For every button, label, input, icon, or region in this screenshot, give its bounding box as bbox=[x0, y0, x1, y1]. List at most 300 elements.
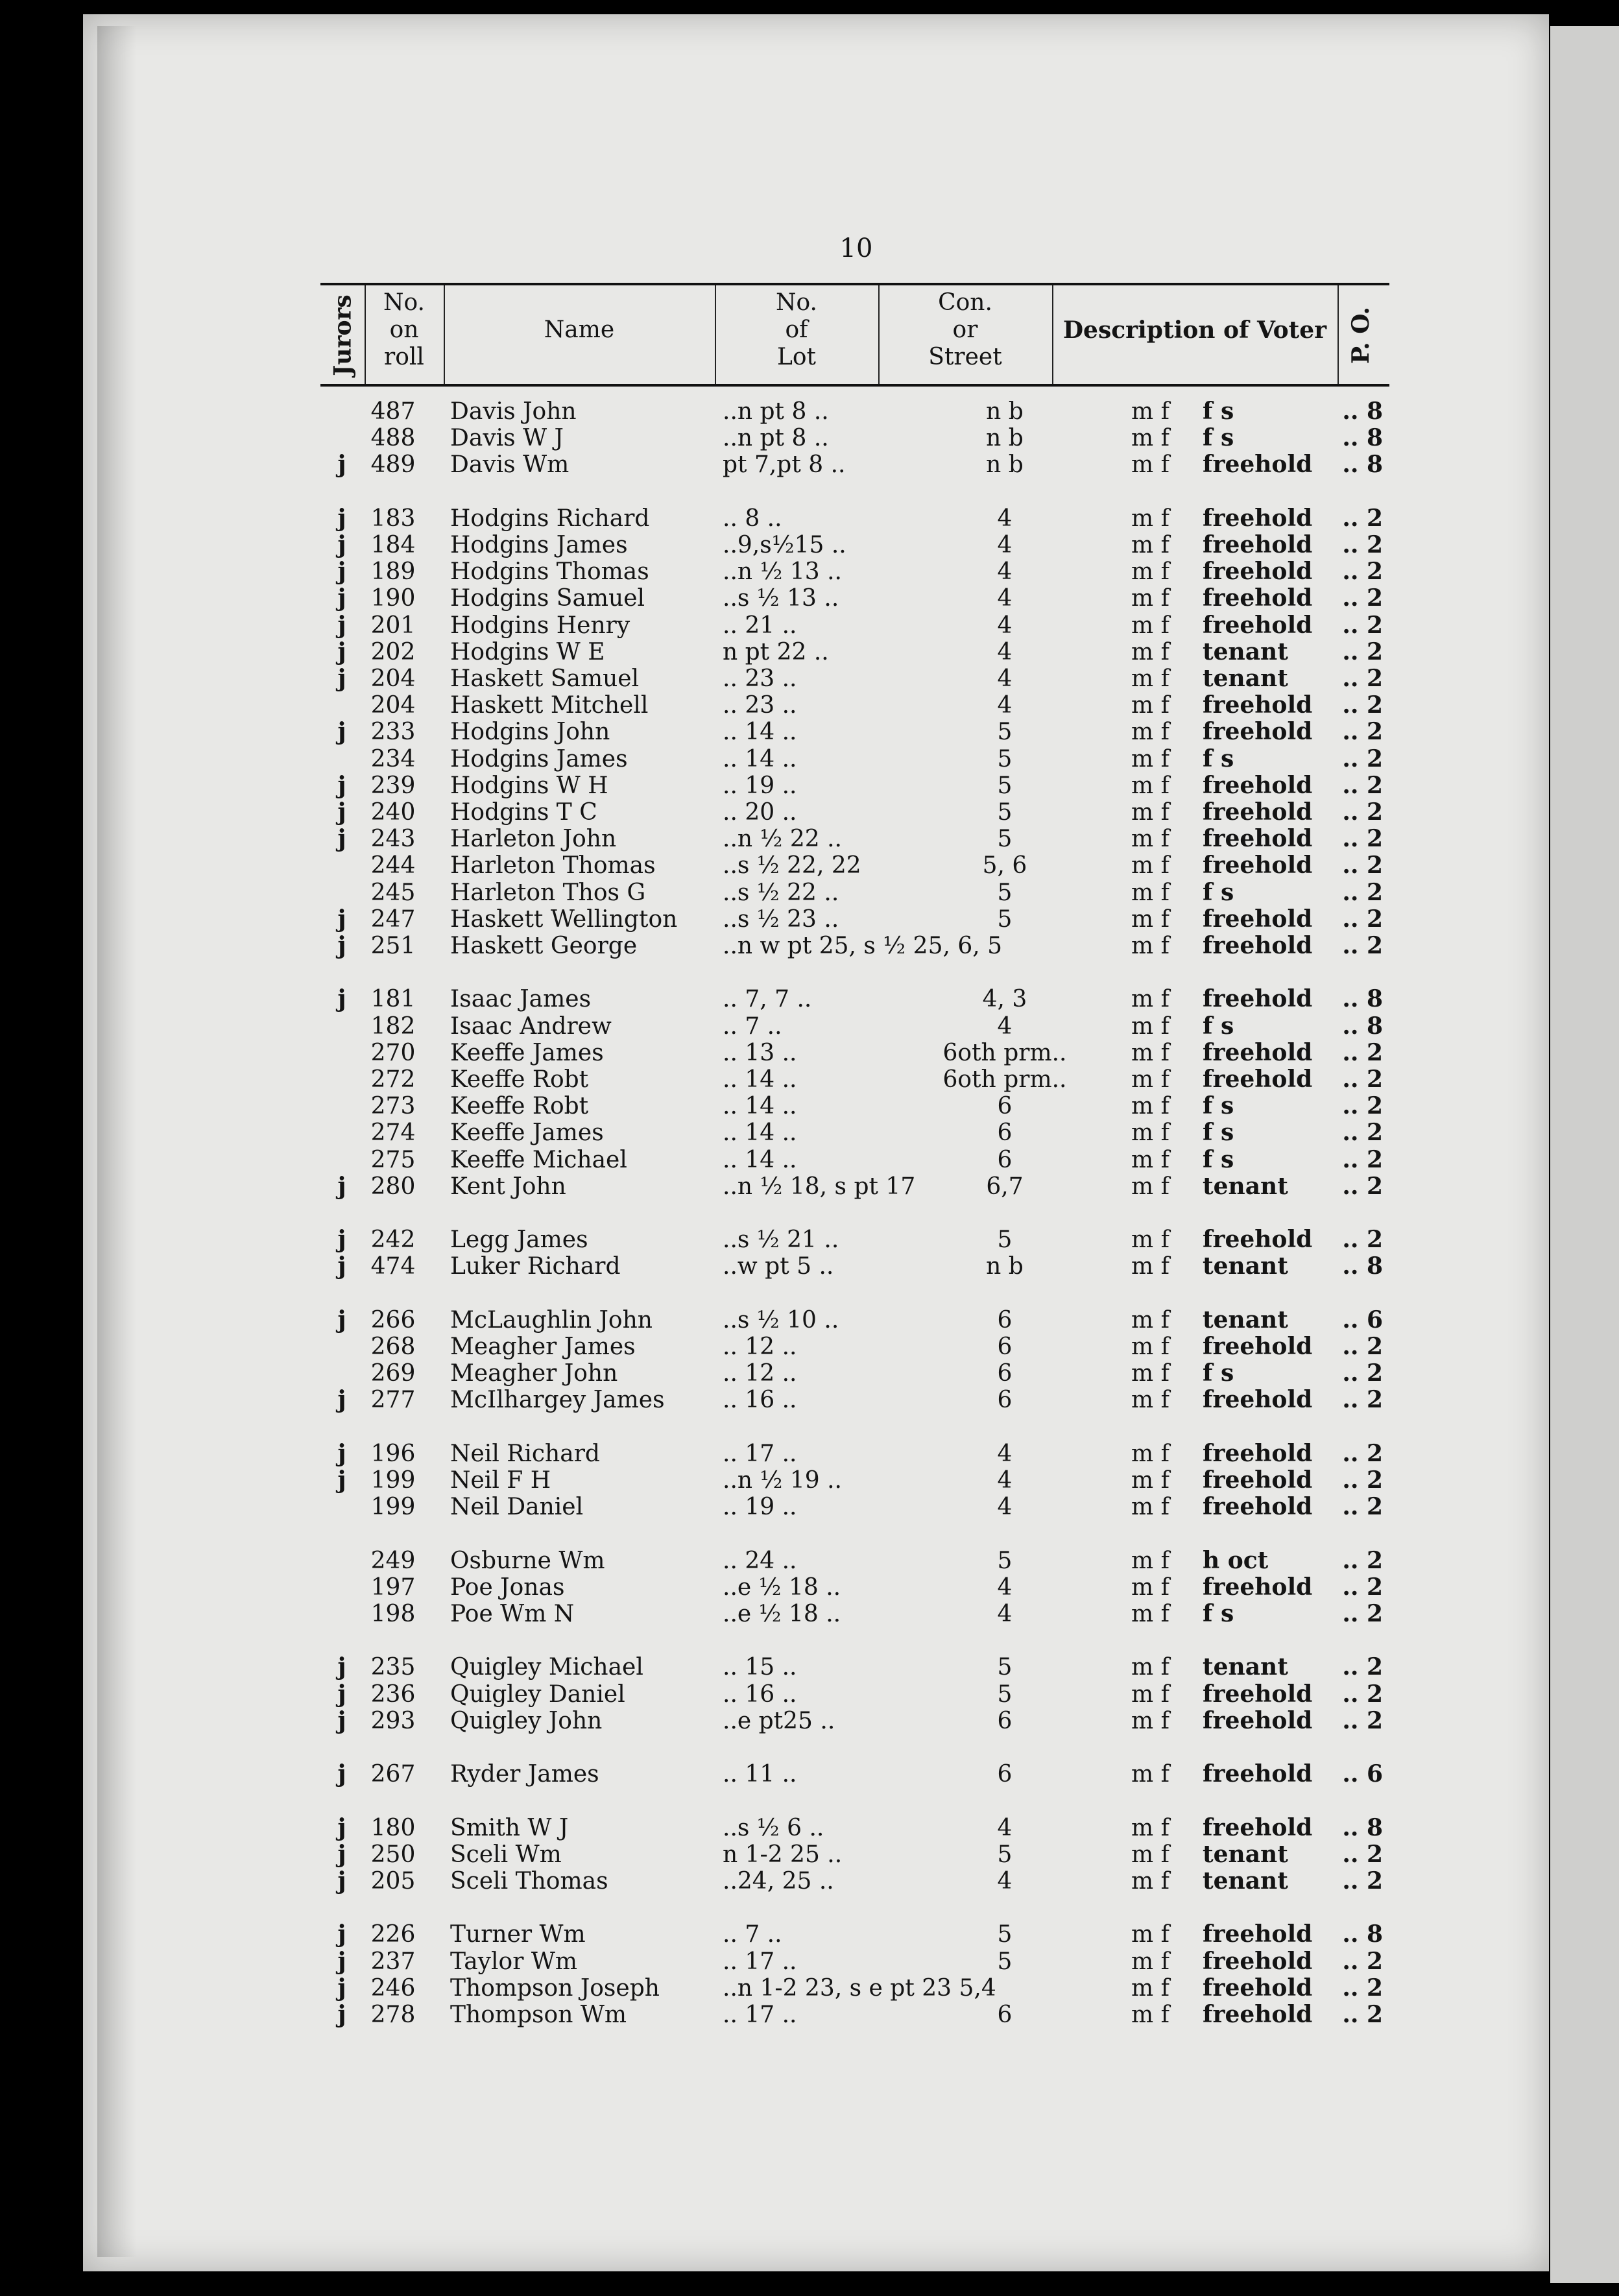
roll-number: 244 bbox=[370, 852, 416, 879]
table-row bbox=[320, 1333, 1389, 1360]
voters-list-table bbox=[320, 283, 1389, 2028]
voter-sex-type: m f bbox=[1131, 612, 1169, 639]
roll-number: 246 bbox=[370, 1974, 416, 2002]
lot-number: ..n pt 8 .. bbox=[723, 398, 829, 425]
juror-mark: j bbox=[337, 638, 346, 665]
roll-number: 239 bbox=[370, 772, 416, 799]
post-office: .. 2 bbox=[1342, 1867, 1383, 1895]
post-office: .. 2 bbox=[1342, 2001, 1383, 2028]
header-jurors: Jurors bbox=[329, 294, 357, 376]
lot-number: ..24, 25 .. bbox=[723, 1868, 834, 1895]
voter-description: f s bbox=[1203, 878, 1234, 906]
post-office: .. 8 bbox=[1342, 1813, 1383, 1841]
juror-mark: j bbox=[337, 1680, 346, 1708]
post-office: .. 2 bbox=[1342, 1653, 1383, 1681]
lot-number: ..w pt 5 .. bbox=[723, 1253, 834, 1280]
concession: 5 bbox=[997, 1654, 1013, 1681]
lot-number: ..n w pt 25, s ½ 25, 6, 5 bbox=[723, 933, 1003, 959]
voter-sex-type: m f bbox=[1131, 1039, 1169, 1066]
table-row bbox=[320, 1467, 1389, 1494]
voter-description: freehold bbox=[1203, 2001, 1313, 2028]
voter-description: freehold bbox=[1203, 451, 1313, 479]
voter-sex-type: m f bbox=[1131, 1654, 1169, 1681]
concession: 4 bbox=[997, 612, 1013, 639]
post-office: .. 2 bbox=[1342, 1226, 1383, 1254]
voter-description: freehold bbox=[1203, 1680, 1313, 1708]
roll-number: 202 bbox=[370, 638, 416, 665]
table-row bbox=[320, 1841, 1389, 1868]
table-row bbox=[320, 425, 1389, 451]
voter-sex-type: m f bbox=[1131, 799, 1169, 826]
concession: 6 bbox=[997, 1093, 1013, 1120]
voter-sex-type: m f bbox=[1131, 532, 1169, 558]
lot-number: .. 13 .. bbox=[723, 1039, 797, 1066]
header-con-or-street bbox=[878, 289, 1052, 371]
voter-description: freehold bbox=[1203, 1493, 1313, 1521]
voter-description: freehold bbox=[1203, 611, 1313, 639]
table-row bbox=[320, 1975, 1389, 2002]
table-row bbox=[320, 1013, 1389, 1040]
voter-sex-type: m f bbox=[1131, 1868, 1169, 1895]
voter-sex-type: m f bbox=[1131, 638, 1169, 665]
voter-sex-type: m f bbox=[1131, 1226, 1169, 1254]
juror-mark: j bbox=[337, 1813, 346, 1841]
concession: 6 bbox=[997, 1333, 1013, 1360]
concession: 6 bbox=[997, 2002, 1013, 2028]
voter-sex-type: m f bbox=[1131, 1387, 1169, 1414]
voter-name: Ryder James bbox=[450, 1761, 599, 1788]
lot-number: n pt 22 .. bbox=[723, 638, 829, 665]
post-office: .. 2 bbox=[1342, 745, 1383, 772]
roll-number: 269 bbox=[370, 1360, 416, 1387]
voter-name: Harleton Thos G bbox=[450, 879, 646, 906]
voter-name: Legg James bbox=[450, 1226, 588, 1254]
roll-number: 270 bbox=[370, 1039, 416, 1066]
concession: 5 bbox=[997, 1547, 1013, 1574]
post-office: .. 8 bbox=[1342, 424, 1383, 452]
voter-description: tenant bbox=[1203, 665, 1288, 692]
roll-number: 226 bbox=[370, 1921, 416, 1948]
concession: n b bbox=[986, 398, 1024, 425]
juror-mark: j bbox=[337, 825, 346, 853]
voter-sex-type: m f bbox=[1131, 1093, 1169, 1120]
voter-sex-type: m f bbox=[1131, 692, 1169, 719]
post-office: .. 2 bbox=[1342, 1092, 1383, 1120]
table-row bbox=[320, 1066, 1389, 1093]
table-row bbox=[320, 1226, 1389, 1253]
concession: 4 bbox=[997, 1814, 1013, 1841]
roll-number: 278 bbox=[370, 2002, 416, 2028]
voter-name: Hodgins W E bbox=[450, 638, 605, 665]
voter-name: Luker Richard bbox=[450, 1253, 621, 1280]
roll-number: 249 bbox=[370, 1547, 416, 1574]
post-office: .. 8 bbox=[1342, 451, 1383, 479]
table-row bbox=[320, 639, 1389, 665]
table-row bbox=[320, 1307, 1389, 1333]
page-fold-shadow bbox=[97, 26, 136, 2257]
voter-sex-type: m f bbox=[1131, 905, 1169, 933]
voter-name: Isaac James bbox=[450, 986, 592, 1013]
header-text: on bbox=[389, 317, 419, 343]
concession: 6 bbox=[997, 1360, 1013, 1387]
table-row bbox=[320, 1948, 1389, 1975]
voter-name: Keeffe James bbox=[450, 1119, 604, 1147]
table-row bbox=[320, 398, 1389, 425]
voter-sex-type: m f bbox=[1131, 1547, 1169, 1574]
roll-number: 184 bbox=[370, 532, 416, 558]
concession: 5 bbox=[997, 1948, 1013, 1975]
table-row bbox=[320, 1387, 1389, 1413]
roll-number: 247 bbox=[370, 905, 416, 933]
voter-description: freehold bbox=[1203, 558, 1313, 586]
voter-description: freehold bbox=[1203, 1813, 1313, 1841]
lot-number: ..s ½ 22, 22 bbox=[723, 852, 861, 879]
concession: 4 bbox=[997, 1868, 1013, 1895]
voter-sex-type: m f bbox=[1131, 1253, 1169, 1280]
roll-number: 196 bbox=[370, 1440, 416, 1467]
voter-name: Neil F H bbox=[450, 1467, 551, 1494]
concession: 4 bbox=[997, 1467, 1013, 1494]
lot-number: .. 17 .. bbox=[723, 1440, 797, 1467]
voter-name: Davis Wm bbox=[450, 451, 570, 479]
roll-number: 488 bbox=[370, 425, 416, 452]
voter-description: f s bbox=[1203, 1119, 1234, 1147]
voter-sex-type: m f bbox=[1131, 852, 1169, 879]
post-office: .. 2 bbox=[1342, 1947, 1383, 1975]
voter-name: Sceli Wm bbox=[450, 1841, 562, 1868]
voter-sex-type: m f bbox=[1131, 772, 1169, 799]
table-row bbox=[320, 1601, 1389, 1627]
table-row bbox=[320, 665, 1389, 692]
header-name: Name bbox=[544, 317, 615, 343]
roll-number: 274 bbox=[370, 1119, 416, 1147]
voter-description: h oct bbox=[1203, 1546, 1269, 1574]
lot-number: ..n ½ 13 .. bbox=[723, 558, 842, 586]
voter-name: Hodgins James bbox=[450, 745, 628, 772]
table-row bbox=[320, 772, 1389, 799]
lot-number: ..e ½ 18 .. bbox=[723, 1601, 841, 1627]
voter-name: Keeffe Robt bbox=[450, 1066, 589, 1093]
table-row bbox=[320, 532, 1389, 558]
voter-sex-type: m f bbox=[1131, 1306, 1169, 1333]
voter-name: Quigley John bbox=[450, 1707, 603, 1734]
concession: 4 bbox=[997, 638, 1013, 665]
voter-name: Quigley Michael bbox=[450, 1654, 643, 1681]
lot-number: .. 19 .. bbox=[723, 1494, 797, 1521]
roll-number: 199 bbox=[370, 1494, 416, 1521]
lot-number: ..n pt 8 .. bbox=[723, 425, 829, 452]
voter-description: freehold bbox=[1203, 1466, 1313, 1494]
concession: 4 bbox=[997, 585, 1013, 612]
post-office: .. 2 bbox=[1342, 665, 1383, 692]
roll-number: 267 bbox=[370, 1761, 416, 1788]
roll-number: 236 bbox=[370, 1680, 416, 1708]
voter-name: Haskett Mitchell bbox=[450, 692, 649, 719]
table-row bbox=[320, 1119, 1389, 1146]
concession: 4 bbox=[997, 1573, 1013, 1601]
post-office: .. 2 bbox=[1342, 1038, 1383, 1066]
voter-sex-type: m f bbox=[1131, 585, 1169, 612]
voter-description: f s bbox=[1203, 745, 1234, 772]
post-office: .. 2 bbox=[1342, 1974, 1383, 2002]
post-office: .. 2 bbox=[1342, 504, 1383, 532]
voter-name: Haskett George bbox=[450, 933, 638, 959]
lot-number: .. 8 .. bbox=[723, 505, 782, 532]
roll-number: 205 bbox=[370, 1868, 416, 1895]
voter-sex-type: m f bbox=[1131, 505, 1169, 532]
voter-description: f s bbox=[1203, 1012, 1234, 1040]
concession: 4 bbox=[997, 665, 1013, 692]
voter-name: McLaughlin John bbox=[450, 1306, 653, 1333]
adjacent-page-edge bbox=[1550, 26, 1619, 2283]
header-text: or bbox=[952, 317, 978, 343]
roll-number: 189 bbox=[370, 558, 416, 586]
concession: 5 bbox=[997, 826, 1013, 853]
voter-description: tenant bbox=[1203, 1840, 1288, 1868]
voter-sex-type: m f bbox=[1131, 1948, 1169, 1975]
lot-number: ..s ½ 13 .. bbox=[723, 585, 839, 612]
juror-mark: j bbox=[337, 1386, 346, 1414]
concession: 4 bbox=[997, 1601, 1013, 1627]
roll-number: 181 bbox=[370, 986, 416, 1013]
voter-name: Smith W J bbox=[450, 1814, 569, 1841]
roll-number: 243 bbox=[370, 826, 416, 853]
roll-number: 268 bbox=[370, 1333, 416, 1360]
concession: 5 bbox=[997, 745, 1013, 772]
roll-number: 183 bbox=[370, 505, 416, 532]
table-row bbox=[320, 852, 1389, 879]
roll-number: 201 bbox=[370, 612, 416, 639]
post-office: .. 2 bbox=[1342, 1573, 1383, 1601]
roll-number: 266 bbox=[370, 1306, 416, 1333]
roll-number: 277 bbox=[370, 1387, 416, 1414]
roll-number: 293 bbox=[370, 1707, 416, 1734]
post-office: .. 2 bbox=[1342, 1145, 1383, 1173]
concession: n b bbox=[986, 451, 1024, 479]
voter-name: Keeffe Michael bbox=[450, 1146, 627, 1173]
post-office: .. 2 bbox=[1342, 905, 1383, 933]
juror-mark: j bbox=[337, 558, 346, 586]
voter-sex-type: m f bbox=[1131, 986, 1169, 1013]
roll-number: 180 bbox=[370, 1814, 416, 1841]
voter-description: f s bbox=[1203, 1092, 1234, 1120]
post-office: .. 8 bbox=[1342, 1252, 1383, 1280]
concession: 6 bbox=[997, 1119, 1013, 1147]
post-office: .. 2 bbox=[1342, 1172, 1383, 1200]
roll-number: 280 bbox=[370, 1173, 416, 1200]
post-office: .. 2 bbox=[1342, 825, 1383, 853]
juror-mark: j bbox=[337, 1947, 346, 1975]
voter-description: freehold bbox=[1203, 1439, 1313, 1467]
concession: 5 bbox=[997, 1680, 1013, 1708]
header-text: of bbox=[785, 317, 808, 343]
concession: 4 bbox=[997, 1012, 1013, 1040]
post-office: .. 6 bbox=[1342, 1760, 1383, 1788]
juror-mark: j bbox=[337, 531, 346, 558]
voter-description: freehold bbox=[1203, 504, 1313, 532]
juror-mark: j bbox=[337, 1840, 346, 1868]
lot-number: .. 16 .. bbox=[723, 1680, 797, 1708]
voter-name: Neil Richard bbox=[450, 1440, 600, 1467]
voter-sex-type: m f bbox=[1131, 1814, 1169, 1841]
header-text: Lot bbox=[776, 344, 817, 370]
table-row bbox=[320, 1360, 1389, 1387]
roll-number: 273 bbox=[370, 1093, 416, 1120]
post-office: .. 8 bbox=[1342, 1012, 1383, 1040]
voter-description: freehold bbox=[1203, 1333, 1313, 1360]
concession: 5 bbox=[997, 719, 1013, 746]
concession: 4 bbox=[997, 1440, 1013, 1467]
voter-description: freehold bbox=[1203, 691, 1313, 719]
voter-description: tenant bbox=[1203, 1252, 1288, 1280]
roll-number: 235 bbox=[370, 1654, 416, 1681]
table-row bbox=[320, 746, 1389, 772]
table-row bbox=[320, 1494, 1389, 1520]
table-row bbox=[320, 1147, 1389, 1173]
voter-description: f s bbox=[1203, 398, 1234, 425]
post-office: .. 2 bbox=[1342, 1706, 1383, 1734]
juror-mark: j bbox=[337, 1653, 346, 1681]
column-divider bbox=[1337, 285, 1339, 384]
juror-mark: j bbox=[337, 2001, 346, 2028]
table-row bbox=[320, 1441, 1389, 1467]
lot-number: .. 14 .. bbox=[723, 719, 797, 746]
concession: 4, 3 bbox=[982, 986, 1027, 1013]
concession: 5 bbox=[997, 879, 1013, 906]
table-row bbox=[320, 2002, 1389, 2028]
roll-number: 204 bbox=[370, 692, 416, 719]
header-no-of-lot bbox=[715, 289, 878, 371]
voter-name: Hodgins John bbox=[450, 719, 610, 746]
voter-name: Hodgins Henry bbox=[450, 612, 630, 639]
voter-sex-type: m f bbox=[1131, 1467, 1169, 1494]
concession: 4 bbox=[997, 505, 1013, 532]
juror-mark: j bbox=[337, 584, 346, 612]
voter-description: freehold bbox=[1203, 771, 1313, 799]
lot-number: ..n ½ 19 .. bbox=[723, 1467, 842, 1494]
voter-sex-type: m f bbox=[1131, 1494, 1169, 1521]
roll-number: 198 bbox=[370, 1601, 416, 1627]
concession: 5 bbox=[997, 772, 1013, 799]
voter-description: tenant bbox=[1203, 1867, 1288, 1895]
roll-number: 233 bbox=[370, 719, 416, 746]
table-row bbox=[320, 1921, 1389, 1948]
roll-number: 474 bbox=[370, 1253, 416, 1280]
voter-name: Kent John bbox=[450, 1173, 566, 1200]
concession: 5 bbox=[997, 1226, 1013, 1254]
post-office: .. 2 bbox=[1342, 1333, 1383, 1360]
post-office: .. 2 bbox=[1342, 1466, 1383, 1494]
concession: 6 bbox=[997, 1387, 1013, 1414]
lot-number: .. 7 .. bbox=[723, 1921, 782, 1948]
voter-description: freehold bbox=[1203, 1920, 1313, 1948]
voter-name: Haskett Samuel bbox=[450, 665, 640, 692]
lot-number: .. 7, 7 .. bbox=[723, 986, 812, 1013]
table-row bbox=[320, 1681, 1389, 1708]
concession: 4 bbox=[997, 532, 1013, 558]
juror-mark: j bbox=[337, 451, 346, 479]
table-row bbox=[320, 1253, 1389, 1280]
voter-description: freehold bbox=[1203, 1226, 1313, 1254]
lot-number: .. 24 .. bbox=[723, 1547, 797, 1574]
lot-number: ..s ½ 22 .. bbox=[723, 879, 839, 906]
lot-number: .. 14 .. bbox=[723, 1093, 797, 1120]
concession: 6 bbox=[997, 1707, 1013, 1734]
post-office: .. 2 bbox=[1342, 798, 1383, 826]
concession: 4 bbox=[997, 1494, 1013, 1521]
concession: 5, 6 bbox=[982, 852, 1027, 879]
juror-mark: j bbox=[337, 1974, 346, 2002]
concession: 6oth prm.. bbox=[942, 1066, 1067, 1093]
post-office: .. 8 bbox=[1342, 398, 1383, 425]
lot-number: ..s ½ 23 .. bbox=[723, 905, 839, 933]
lot-number: pt 7,pt 8 .. bbox=[723, 451, 846, 479]
table-row bbox=[320, 692, 1389, 719]
lot-number: .. 14 .. bbox=[723, 1146, 797, 1173]
post-office: .. 2 bbox=[1342, 1600, 1383, 1627]
voter-description: f s bbox=[1203, 424, 1234, 452]
voter-sex-type: m f bbox=[1131, 451, 1169, 479]
voter-sex-type: m f bbox=[1131, 2002, 1169, 2028]
post-office: .. 2 bbox=[1342, 1840, 1383, 1868]
concession: 5 bbox=[997, 1841, 1013, 1868]
voter-sex-type: m f bbox=[1131, 719, 1169, 746]
voter-name: Davis W J bbox=[450, 425, 564, 452]
lot-number: n 1-2 25 .. bbox=[723, 1841, 843, 1868]
voter-name: Davis John bbox=[450, 398, 577, 425]
roll-number: 240 bbox=[370, 799, 416, 826]
roll-number: 234 bbox=[370, 745, 416, 772]
post-office: .. 2 bbox=[1342, 1066, 1383, 1093]
post-office: .. 2 bbox=[1342, 611, 1383, 639]
voter-sex-type: m f bbox=[1131, 1146, 1169, 1173]
table-row bbox=[320, 986, 1389, 1012]
voter-description: freehold bbox=[1203, 852, 1313, 879]
juror-mark: j bbox=[337, 1306, 346, 1333]
roll-number: 487 bbox=[370, 398, 416, 425]
table-row bbox=[320, 1708, 1389, 1734]
juror-mark: j bbox=[337, 1439, 346, 1467]
table-row bbox=[320, 799, 1389, 826]
voter-name: Thompson Joseph bbox=[450, 1974, 660, 2002]
voter-description: freehold bbox=[1203, 905, 1313, 933]
voter-description: freehold bbox=[1203, 718, 1313, 746]
table-row bbox=[320, 1761, 1389, 1788]
roll-number: 272 bbox=[370, 1066, 416, 1093]
juror-mark: j bbox=[337, 1760, 346, 1788]
table-row bbox=[320, 879, 1389, 906]
voter-description: freehold bbox=[1203, 1573, 1313, 1601]
lot-number: .. 21 .. bbox=[723, 612, 797, 639]
roll-number: 251 bbox=[370, 933, 416, 959]
voter-name: Neil Daniel bbox=[450, 1494, 584, 1521]
juror-mark: j bbox=[337, 611, 346, 639]
voter-sex-type: m f bbox=[1131, 1841, 1169, 1868]
voter-sex-type: m f bbox=[1131, 665, 1169, 692]
concession: n b bbox=[986, 1253, 1024, 1280]
voter-sex-type: m f bbox=[1131, 558, 1169, 586]
table-row bbox=[320, 1548, 1389, 1574]
voter-description: freehold bbox=[1203, 584, 1313, 612]
header-po: P. O. bbox=[1347, 307, 1374, 364]
voter-name: Osburne Wm bbox=[450, 1547, 605, 1574]
voter-sex-type: m f bbox=[1131, 933, 1169, 959]
table-row bbox=[320, 1173, 1389, 1200]
post-office: .. 2 bbox=[1342, 584, 1383, 612]
voter-description: freehold bbox=[1203, 1947, 1313, 1975]
table-row bbox=[320, 505, 1389, 532]
voter-sex-type: m f bbox=[1131, 1333, 1169, 1360]
